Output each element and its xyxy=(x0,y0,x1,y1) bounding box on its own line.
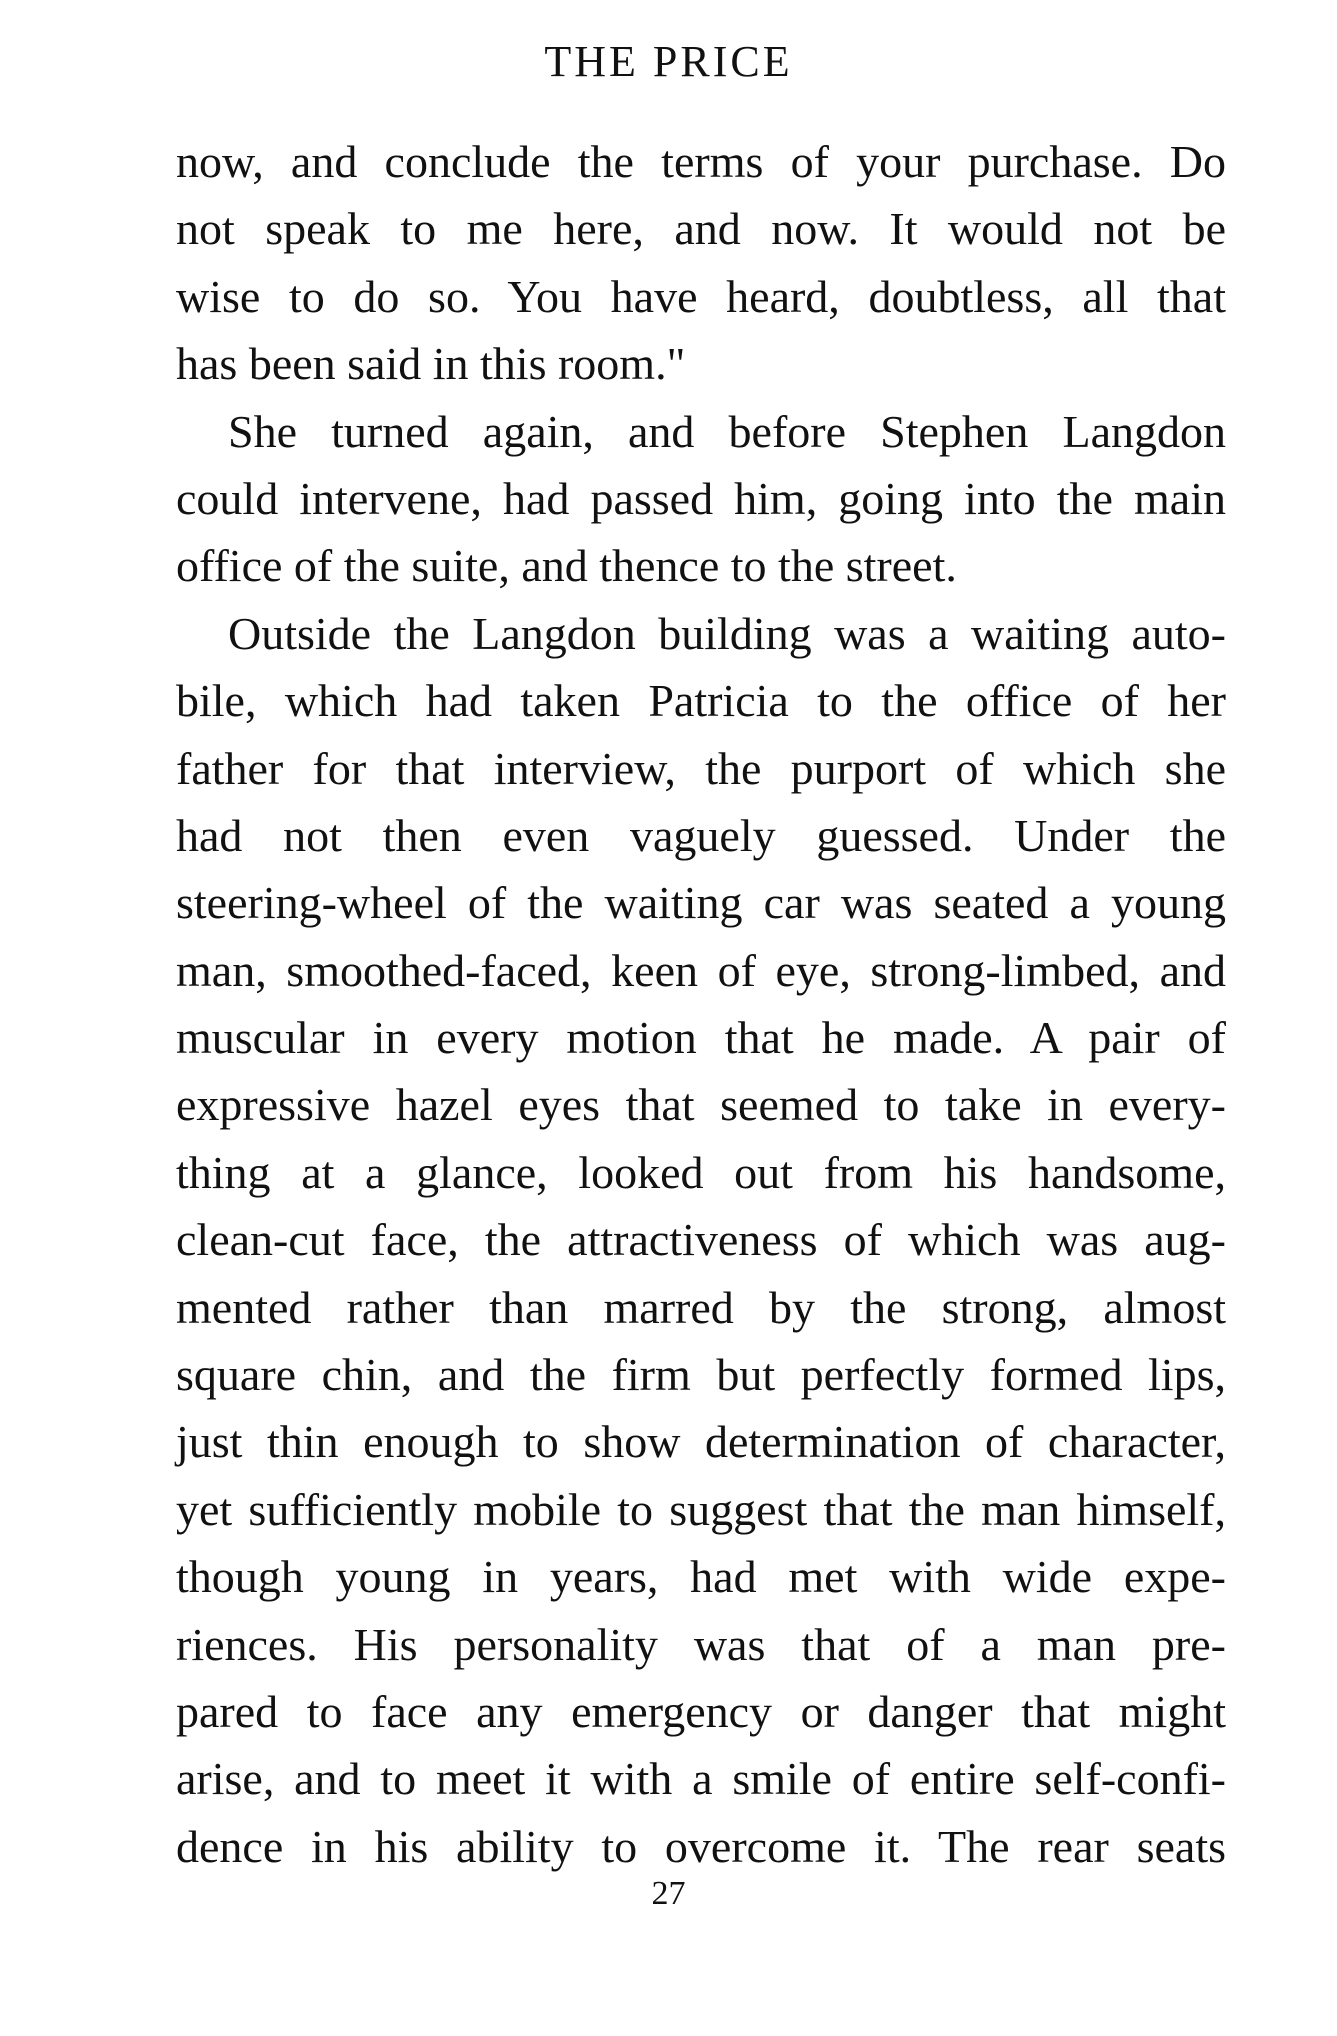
text-line: has been said in this room." xyxy=(176,338,686,390)
text-line: She turned again, and before Stephen Langdon xyxy=(228,405,1226,457)
text-line: riences. His personality was that of a man pre- xyxy=(176,1618,1226,1670)
text-line: had not then even vaguely guessed. Under the xyxy=(176,809,1226,861)
page-number: 27 xyxy=(651,1875,686,1912)
text-line: expressive hazel eyes that seemed to take in every- xyxy=(176,1079,1226,1131)
text-line: thing at a glance, looked out from his handsome, xyxy=(176,1146,1226,1198)
text-line: bile, which had taken Patricia to the office of her xyxy=(176,675,1226,727)
text-line: just thin enough to show determination of character, xyxy=(176,1416,1226,1468)
text-line: yet sufficiently mobile to suggest that the man himself, xyxy=(176,1483,1226,1535)
text-line: pared to face any emergency or danger that might xyxy=(176,1685,1226,1737)
text-line: father for that interview, the purport of which she xyxy=(176,742,1226,794)
text-line: office of the suite, and thence to the street. xyxy=(176,540,957,592)
text-line: wise to do so. You have heard, doubtless, all that xyxy=(176,270,1226,322)
text-line: Outside the Langdon building was a waiting auto- xyxy=(228,607,1226,659)
text-line: dence in his ability to overcome it. The rear seats xyxy=(176,1820,1226,1872)
running-head: THE PRICE xyxy=(544,37,793,86)
body-text xyxy=(176,128,1226,1880)
text-line: arise, and to meet it with a smile of entire self-confi- xyxy=(176,1753,1226,1805)
text-line: man, smoothed-faced, keen of eye, strong-limbed, and xyxy=(176,944,1226,996)
text-line: clean-cut face, the attractiveness of which was aug- xyxy=(176,1214,1226,1266)
text-line: could intervene, had passed him, going into the main xyxy=(176,472,1226,524)
text-line: not speak to me here, and now. It would not be xyxy=(176,203,1226,255)
text-line: mented rather than marred by the strong, almost xyxy=(176,1281,1226,1333)
text-line: steering-wheel of the waiting car was seated a young xyxy=(176,877,1226,929)
text-line: muscular in every motion that he made. A pair of xyxy=(176,1012,1226,1064)
text-line: square chin, and the firm but perfectly formed lips, xyxy=(176,1349,1226,1401)
text-line: now, and conclude the terms of your purchase. Do xyxy=(176,136,1226,187)
text-line: though young in years, had met with wide expe- xyxy=(176,1551,1226,1603)
